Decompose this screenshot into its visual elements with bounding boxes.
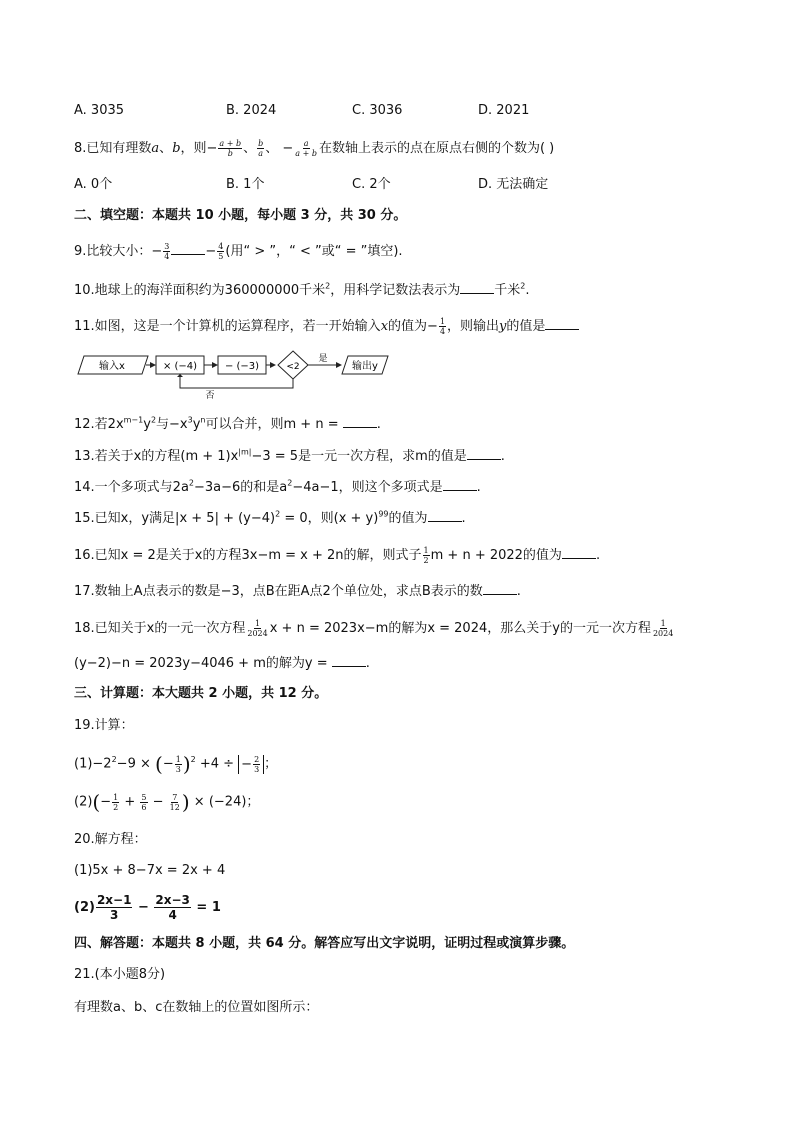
q8-option-a: A. 0个 [74,177,113,192]
fraction: $\frac{7}{12}$ [169,792,180,812]
fraction: $\frac{2}{3}$ [254,754,260,774]
section-3-heading: 三、计算题：本大题共 2 小题，共 12 分。 [74,686,328,701]
flow-input-label: 输入x [99,361,125,372]
flow-condition-label: <2 [286,362,300,372]
section-2-heading: 二、填空题：本题共 10 小题，每小题 3 分，共 30 分。 [74,208,407,223]
q7-option-a: A. 3035 [74,103,125,118]
answer-blank [171,242,205,255]
q8-option-d: D. 无法确定 [478,177,549,192]
answer-blank [467,447,501,460]
question-21-text: 有理数a、b、c在数轴上的位置如图所示： [74,1000,319,1015]
question-21-title: 21.(本小题8分) [74,967,166,982]
flow-box2-label: − (−3) [224,361,260,372]
question-19-part-1: $(1)-2^2-9$ × (− $\frac{1}{3}$ )$^2$ +4 ÷ − $\frac{2}{3}$ ； [74,752,278,776]
fraction: $\frac{2x-1}{3}$ [96,893,132,922]
question-13: 13.若关于x的方程$(m + 1)x^{|m|}-3 = 5$是一元一次方程，求m的值是 . [74,447,505,464]
answer-blank [545,317,579,330]
question-18: 18.已知关于x的一元一次方程 $\frac{1}{2024}$ x + n = 2023x−m的解为x = 2024，那么关于y的一元一次方程 $\frac{1}{2024}$ [74,619,674,638]
q8-option-c: C. 2个 [352,177,391,192]
answer-blank [443,478,477,491]
question-14: 14.一个多项式与$2a^2-3a-6$的和是$a^2-4a-1$，则这个多项式是 . [74,478,481,495]
fraction: $\frac{1}{2024}$ [652,619,674,638]
q7-option-c: C. 3036 [352,103,403,118]
flow-yes-label: 是 [318,354,328,364]
fraction: $\frac{1}{2}$ [113,792,119,812]
fraction: $\frac{a + b}{b}$ [219,139,242,158]
question-12: 12.若$2x^{m-1}y^2$与$-x^3y^n$可以合并，则m + n = . [74,415,381,432]
question-20-part-1: (1)5x + 8−7x = 2x + 4 [74,863,226,878]
answer-blank [428,509,462,522]
fraction: $\frac{4}{5}$ [218,242,224,261]
question-17: 17.数轴上A点表示的数是−3，点B在距A点2个单位处，求点B表示的数 . [74,584,521,599]
answer-blank [343,415,377,428]
fraction: $\frac{1}{2024}$ [247,619,268,638]
fraction: $\frac{a}{a + b}$ [295,139,317,158]
fraction: $\frac{b}{a}$ [258,139,264,158]
fraction: $\frac{5}{6}$ [141,792,147,812]
answer-blank [460,281,494,294]
q7-option-d: D. 2021 [478,103,530,118]
question-20-part-2: (2) $\frac{2x-1}{3}$ − $\frac{2x-3}{4}$ = 1 [74,893,221,922]
flow-no-label: 否 [205,391,215,400]
answer-blank [562,546,596,559]
question-19-part-2: (2)(− $\frac{1}{2}$ + $\frac{5}{6}$ − $\frac{7}{12}$ ) × (−24)； [74,790,260,814]
flow-box1-label: × (−4) [162,361,198,372]
question-8: 8.已知有理数a、b，则− $\frac{a + b}{b}$ 、 $\frac{b}{a}$ 、 − $\frac{a}{a + b}$ 在数轴上表示的点在原点右侧的个数为( ) [74,139,555,158]
fraction: $\frac{3}{4}$ [164,242,170,261]
fraction: $\frac{1}{2}$ [423,546,429,565]
fraction: $\frac{1}{3}$ [175,754,181,774]
fraction: $\frac{1}{4}$ [439,317,446,336]
absolute-value: − $\frac{2}{3}$ [238,755,264,774]
question-19-title: 19.计算： [74,718,134,733]
fraction: $\frac{2x-3}{4}$ [155,893,190,922]
question-18-line-2: (y−2)−n = 2023y−4046 + m的解为y = . [74,656,370,671]
question-16: 16.已知x = 2是关于x的方程3x−m = x + 2n的解，则式子 $\frac{1}{2}$ m + n + 2022的值为 . [74,546,601,565]
flow-output-label: 输出y [352,361,378,372]
question-9: 9.比较大小：− $\frac{3}{4}$ − $\frac{4}{5}$ (用“ > ”，“ < ”或“ = ”填空). [74,242,403,261]
question-10: 10.地球上的海洋面积约为360000000千米$^2$，用科学记数法表示为 千米$^2$. [74,281,530,298]
q8-option-b: B. 1个 [226,177,265,192]
question-11: 11.如图，这是一个计算机的运算程序，若一开始输入x的值为− $\frac{1}{4}$ ，则输出y的值是 [74,317,579,336]
answer-blank [483,582,517,595]
q7-option-b: B. 2024 [226,103,277,118]
program-flowchart [76,350,396,400]
answer-blank [332,654,366,667]
question-15: 15.已知x，y满足$|x + 5| + (y-4)^2 = 0$，则$(x + y)^{99}$的值为 . [74,509,466,526]
section-4-heading: 四、解答题：本题共 8 小题，共 64 分。解答应写出文字说明，证明过程或演算步骤。 [74,936,575,951]
question-20-title: 20.解方程： [74,832,147,847]
